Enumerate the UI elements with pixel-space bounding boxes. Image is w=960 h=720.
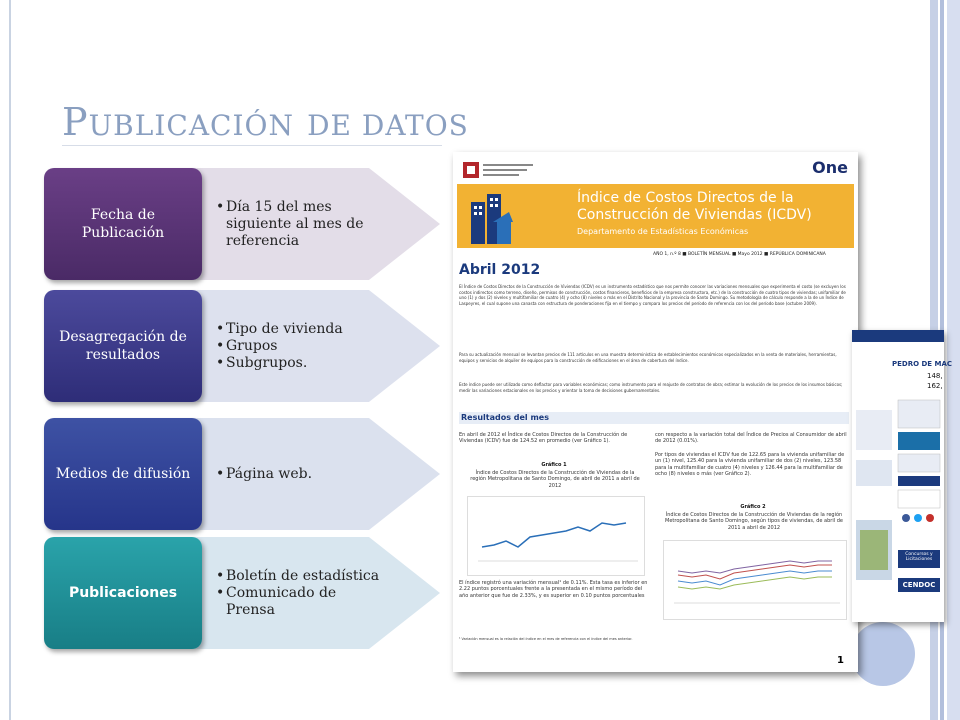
row-publicaciones [44,537,440,649]
banner-subtitle: Departamento de Estadísticas Económicas [577,227,749,236]
left-decor-rule [9,0,11,720]
bulletin-month: Abril 2012 [459,262,541,278]
row-label-box: Publicaciones [44,537,202,649]
intro-paragraph-3: Este índice puede ser utilizado como deflactor para variables económicas; como instrumento para el reajuste de contratos de obra; estimar la evolución de los precios de los insumos básicos; medir las variaciones estacionales en los precios y orientar la toma de decisiones gubernamentales. [459,382,843,393]
row-item: • Día 15 del mes siguiente al mes de referencia [216,199,388,250]
bottom-note: El índice registró una variación mensual¹ de 0.11%. Esta tasa es inferior en 2.22 puntos porcentuales frente a la presentada en el mismo período del año anterior que fue de 2.33%, y es superior en 0.10 puntos porcentuales [459,580,648,599]
title-underline [62,145,442,146]
graf1-chart [467,496,645,576]
row-label-box: Fecha de Publicación [44,168,202,280]
graf1-subtitle: Índice de Costos Directos de la Construcción de Viviendas de la región Metropolitana de Santo Domingo, de abril de 2011 a abril de 2012 [470,470,640,489]
website-value-1: 148, [927,372,943,380]
footnote: ¹ Variación mensual es la relación del índice en el mes de referencia con el índice del mes anterior. [459,637,633,641]
row-items [204,418,388,530]
decor-circle [851,622,915,686]
row-items [204,537,388,649]
one-logo: One [812,158,848,177]
results-left-col: En abril de 2012 el Índice de Costos Directos de la Construcción de Viviendas (ICDV) fue de 124.52 en promedio (ver Gráfico 1). [459,432,628,445]
row-item: • Subgrupos. [216,355,388,372]
row-item: • Comunicado de Prensa [216,585,388,619]
website-sidebar-icon [898,400,940,570]
row-item: • Tipo de vivienda [216,321,388,338]
graf1-title: Gráfico 1 [541,462,567,468]
bulletin-document-image [453,152,858,672]
website-content-icon [854,400,894,600]
results-section-header: Resultados del mes [459,412,849,424]
row-desagregacion [44,290,440,402]
row-item: • Grupos [216,338,388,355]
website-topbar [852,330,944,342]
bulletin-meta: AÑO 1, n.º 8 ■ BOLETÍN MENSUAL ■ Mayo 2012 ■ REPÚBLICA DOMINICANA [653,252,826,257]
row-fecha-publicacion [44,168,440,280]
website-screenshot-image [852,330,953,622]
institution-logo-icon [461,158,541,184]
results-right-col-2: Por tipos de viviendas el ICDV fue de 122.65 para la vivienda unifamiliar de un (1) nivel, 125.40 para la vivienda unifamiliar de dos (2) niveles, 123.58 para la multifamiliar de cuatro (4) niveles y 126.44 para la multifamiliar de ocho (8) niveles o más (ver Gráfico 2). [655,452,845,478]
website-cendoc-banner: CENDOC [898,578,940,592]
row-label-box: Desagregación de resultados [44,290,202,402]
website-heading: PEDRO DE MAC [892,360,953,368]
graf2-subtitle: Índice de Costos Directos de la Construcción de Viviendas de la región Metropolitana de Santo Domingo, según tipos de viviendas, de abril de 2011 a abril de 2012 [665,512,843,531]
page-number: 1 [837,655,844,666]
results-right-col-1: con respecto a la variación total del Índice de Precios al Consumidor de abril de 2012 (0.01%). [655,432,847,445]
website-concursos-label: Concursos y Licitaciones [905,552,933,562]
row-label-box: Medios de difusión [44,418,202,530]
row-items [204,290,388,402]
row-items [204,168,388,280]
bulletin-banner [457,184,854,248]
banner-title-line2: Construcción de Viviendas (ICDV) [577,207,812,223]
row-item: • Página web. [216,466,388,483]
website-value-2: 162, [927,382,943,390]
graf2-chart [663,540,847,620]
intro-paragraph-2: Para su actualización mensual se levantan precios de 111 artículos en una muestra determinística de establecimientos económicos especializados en la venta de materiales, herramientas, equipos y servicios de alquiler de equipos para la construcción de edificaciones en el área de cobertura del índice. [459,352,837,363]
building-icon [469,192,513,244]
row-medios-difusion [44,418,440,530]
row-item: • Boletín de estadística [216,568,388,585]
intro-paragraph-1: El Índice de Costos Directos de la Construcción de Viviendas (ICDV) es un instrumento estadístico que nos permite conocer las variaciones mensuales que experimenta el costo (se excluyen los costos indirectos como terreno, diseño, permisos de construcción, costos financieros, beneficios de la empresa constructora, etc.) de la construcción de cuatro tipos de viviendas; unifamiliar de uno (1) y dos (2) niveles y multifamiliar de cuatro (4) y ocho (8) niveles o más en el Distrito Nacional y la provincia de Santo Domingo. Su metodología de cálculo responde a la de un Índice de Laspeyres, el cual supone una canasta con estructura de ponderaciones fija en el tiempo y compara los precios del período de referencia con los del período base (octubre 2009). [459,284,846,306]
graf2-title: Gráfico 2 [740,504,766,510]
slide-title: PUBLICACIÓN DE DATOS [62,100,469,144]
banner-title-line1: Índice de Costos Directos de la [577,190,794,206]
